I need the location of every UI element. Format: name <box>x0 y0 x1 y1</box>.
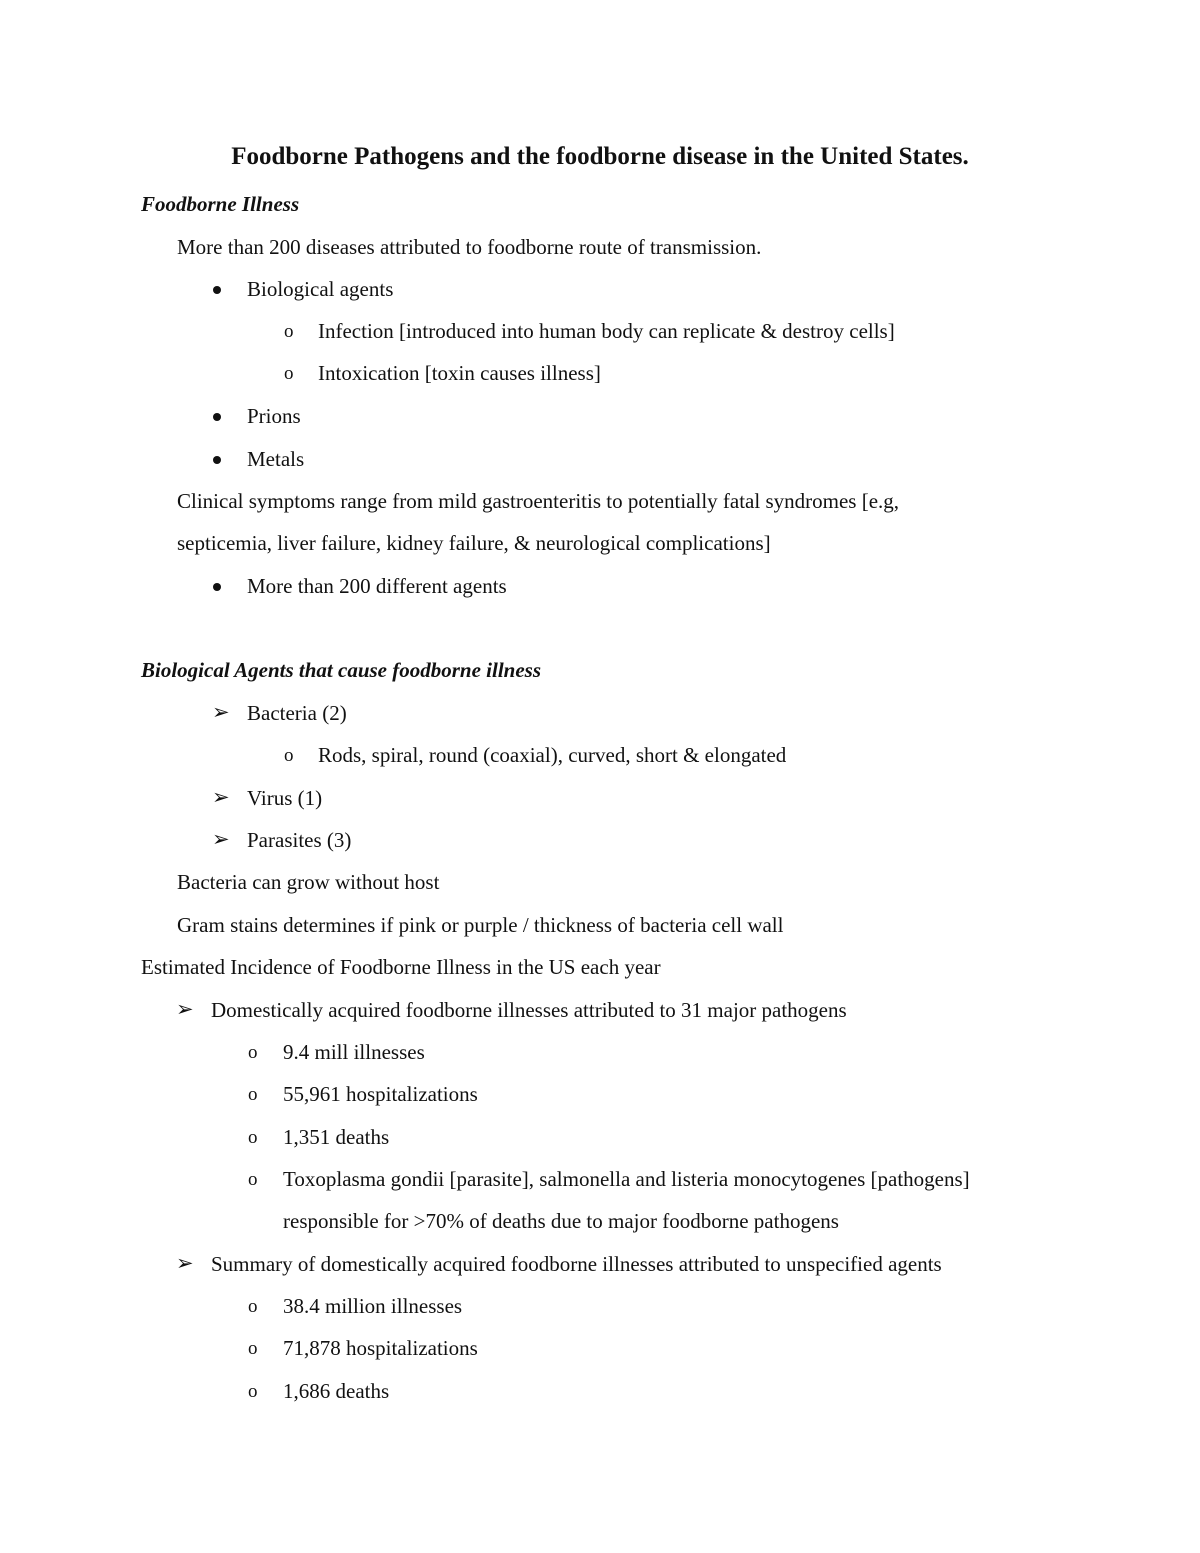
arrow-bullet-icon: ➢ <box>212 827 230 851</box>
list-item-deaths: 1,351 deaths <box>283 1125 390 1149</box>
arrow-bullet-icon: ➢ <box>176 997 194 1021</box>
arrow-bullet-icon: ➢ <box>212 785 230 809</box>
bullet-disc-icon <box>213 286 221 294</box>
gram-stain-text: Gram stains determines if pink or purple / thickness of bacteria cell wall <box>177 913 784 937</box>
arrow-bullet-icon: ➢ <box>176 1251 194 1275</box>
symptoms-text-line-1: Clinical symptoms range from mild gastroenteritis to potentially fatal syndromes [e.g, <box>177 489 900 513</box>
bullet-circle-icon: o <box>284 321 294 342</box>
list-item-illnesses: 9.4 mill illnesses <box>283 1040 425 1064</box>
list-item-responsible-line-1: Toxoplasma gondii [parasite], salmonella and listeria monocytogenes [pathogens] <box>283 1167 970 1191</box>
bullet-circle-icon: o <box>248 1169 258 1190</box>
bullet-circle-icon: o <box>248 1084 258 1105</box>
bullet-disc-icon <box>213 456 221 464</box>
list-item-unspecified-hospitalizations: 71,878 hospitalizations <box>283 1336 478 1360</box>
list-item-unspecified: Summary of domestically acquired foodborne illnesses attributed to unspecified agents <box>211 1252 942 1276</box>
list-item-responsible-line-2: responsible for >70% of deaths due to major foodborne pathogens <box>283 1209 839 1233</box>
list-item-bacteria: Bacteria (2) <box>247 701 347 725</box>
bullet-circle-icon: o <box>284 745 294 766</box>
list-item-intoxication: Intoxication [toxin causes illness] <box>318 361 601 385</box>
bullet-circle-icon: o <box>248 1381 258 1402</box>
bullet-circle-icon: o <box>248 1042 258 1063</box>
list-item-infection: Infection [introduced into human body can replicate & destroy cells] <box>318 319 895 343</box>
bacteria-no-host-text: Bacteria can grow without host <box>177 870 440 894</box>
section-heading-biological-agents: Biological Agents that cause foodborne illness <box>141 658 542 682</box>
list-item-hospitalizations: 55,961 hospitalizations <box>283 1082 478 1106</box>
intro-text: More than 200 diseases attributed to foodborne route of transmission. <box>177 235 762 259</box>
section-heading-foodborne-illness: Foodborne Illness <box>141 192 300 216</box>
bullet-disc-icon <box>213 583 221 591</box>
symptoms-text-line-2: septicemia, liver failure, kidney failure, & neurological complications] <box>177 531 771 555</box>
list-item-unspecified-illnesses: 38.4 million illnesses <box>283 1294 463 1318</box>
list-item-bacteria-shapes: Rods, spiral, round (coaxial), curved, short & elongated <box>318 743 787 767</box>
list-item-prions: Prions <box>247 404 301 428</box>
list-item-virus: Virus (1) <box>247 786 323 810</box>
document-title: Foodborne Pathogens and the foodborne disease in the United States. <box>231 143 969 170</box>
bullet-circle-icon: o <box>248 1127 258 1148</box>
list-item-agents-count: More than 200 different agents <box>247 574 507 598</box>
section-heading-incidence: Estimated Incidence of Foodborne Illness in the US each year <box>141 955 661 979</box>
arrow-bullet-icon: ➢ <box>212 700 230 724</box>
list-item-parasites: Parasites (3) <box>247 828 352 852</box>
list-item-biological-agents: Biological agents <box>247 277 394 301</box>
list-item-domestic-major: Domestically acquired foodborne illnesses attributed to 31 major pathogens <box>211 998 847 1022</box>
bullet-circle-icon: o <box>284 363 294 384</box>
bullet-circle-icon: o <box>248 1296 258 1317</box>
bullet-disc-icon <box>213 413 221 421</box>
bullet-circle-icon: o <box>248 1338 258 1359</box>
list-item-metals: Metals <box>247 447 305 471</box>
list-item-unspecified-deaths: 1,686 deaths <box>283 1379 390 1403</box>
